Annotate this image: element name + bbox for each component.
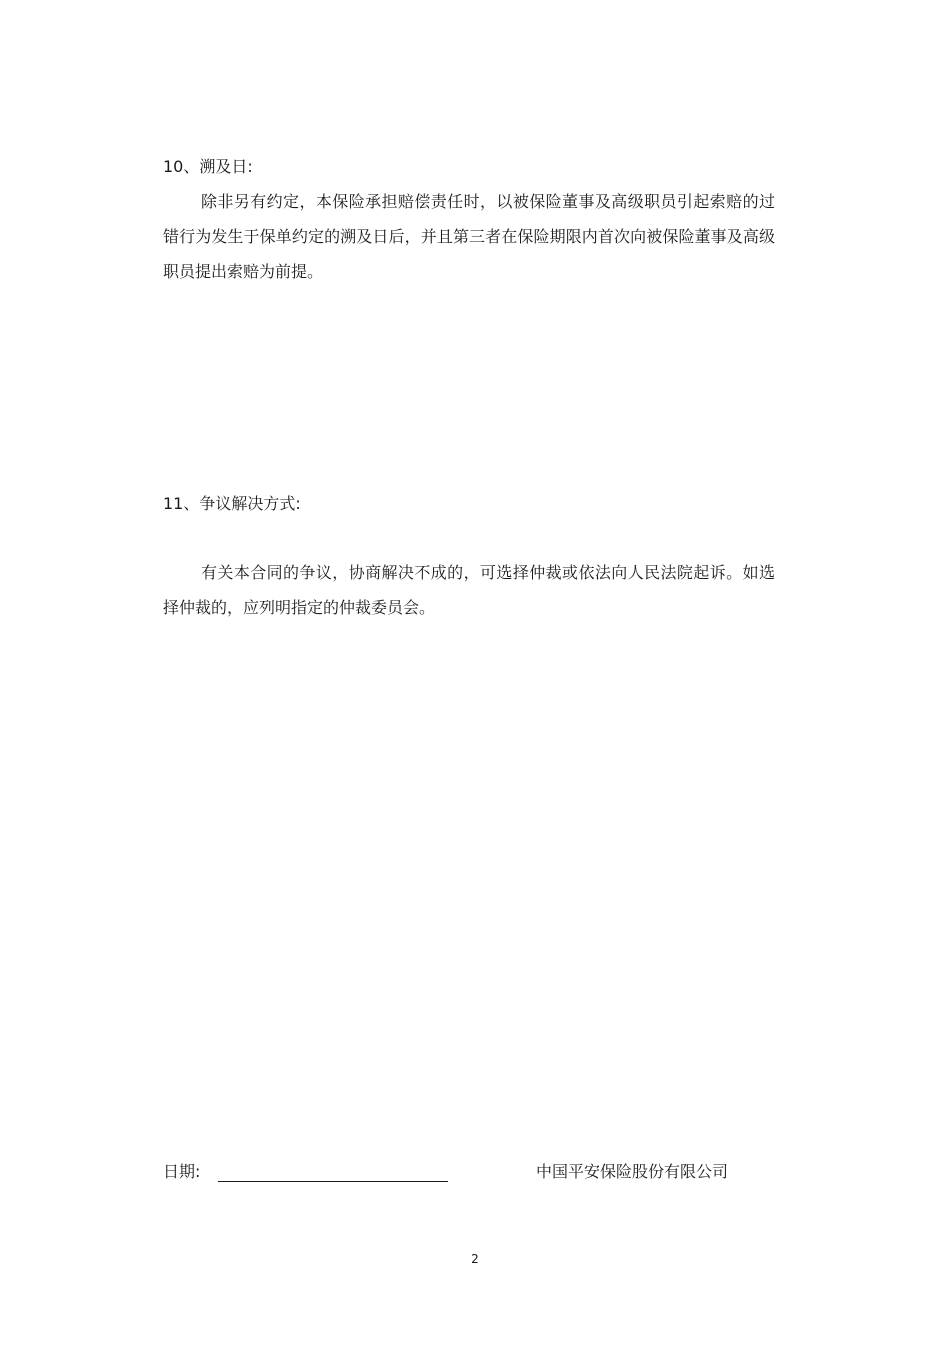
- page-number: 2: [471, 1252, 479, 1266]
- date-blank-line: [218, 1181, 448, 1182]
- section-10-heading: 10、溯及日:: [163, 157, 253, 176]
- section-10-paragraph: 除非另有约定，本保险承担赔偿责任时，以被保险董事及高级职员引起索赔的过错行为发生于保单约定的溯及日后，并且第三者在保险期限内首次向被保险董事及高级职员提出索赔为前提。: [163, 192, 775, 281]
- section-11-heading: 11、争议解决方式:: [163, 494, 301, 513]
- date-label: 日期:: [163, 1162, 201, 1181]
- section-11-paragraph: 有关本合同的争议，协商解决不成的，可选择仲裁或依法向人民法院起诉。如选择仲裁的，应列明指定的仲裁委员会。: [163, 563, 775, 617]
- company-name: 中国平安保险股份有限公司: [536, 1162, 729, 1181]
- signature-footer: [163, 1160, 763, 1186]
